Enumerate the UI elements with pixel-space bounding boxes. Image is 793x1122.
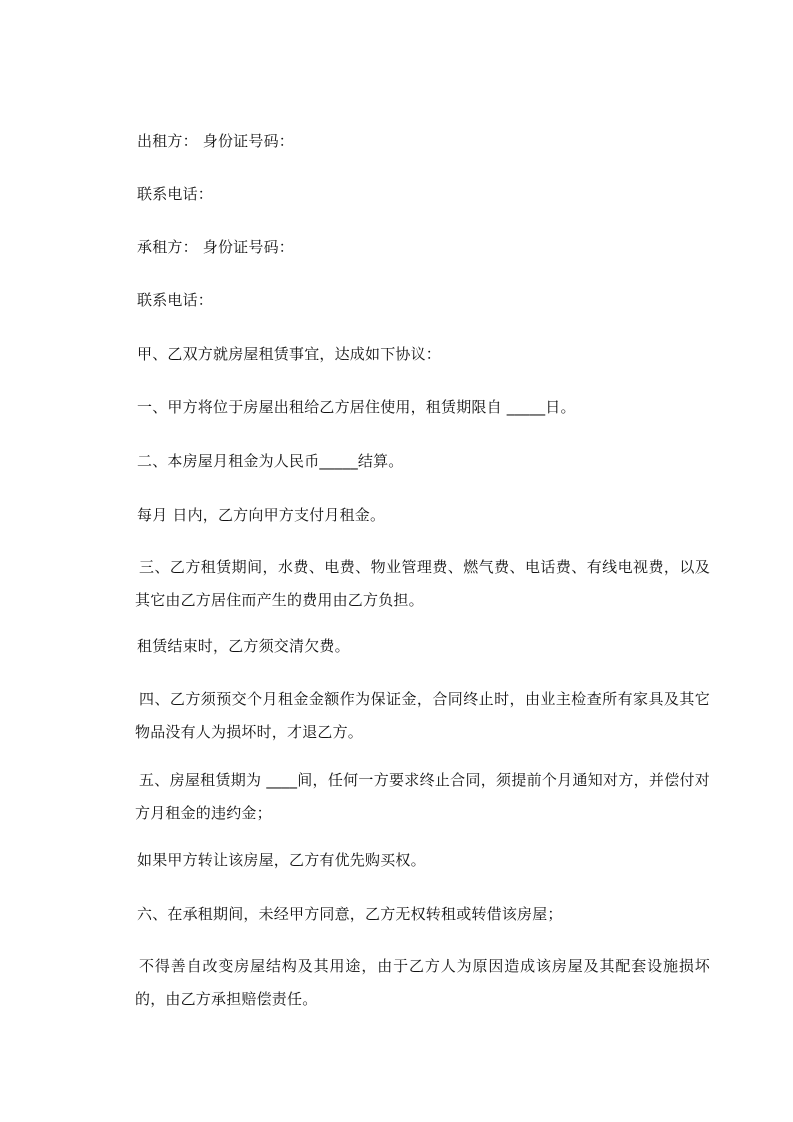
clause-5: 五、房屋租赁期为 ____间，任何一方要求终止合同，须提前个月通知对方，并偿付对方月租金的违约金；	[135, 771, 710, 822]
clause-3-note: 租赁结束时，乙方须交清欠费。	[137, 637, 350, 655]
clause-2: 二、本房屋月租金为人民币_____结算。	[137, 452, 404, 470]
clause-1: 一、甲方将位于房屋出租给乙方居住使用，租赁期限自 _____日。	[137, 398, 576, 416]
lessor-line: 出租方： 身份证号码：	[137, 132, 294, 150]
lessee-phone-line: 联系电话：	[137, 291, 214, 309]
lessee-line: 承租方： 身份证号码：	[137, 238, 294, 256]
clause-6: 六、在承租期间，未经甲方同意，乙方无权转租或转借该房屋；	[137, 905, 563, 923]
clause-6-note: 不得善自改变房屋结构及其用途，由于乙方人为原因造成该房屋及其配套设施损坏的，由乙方承担赔偿责任。	[135, 957, 710, 1008]
clause-2-note: 每月 日内，乙方向甲方支付月租金。	[137, 506, 386, 524]
intro-paragraph: 甲、乙双方就房屋租赁事宜，达成如下协议：	[137, 345, 442, 363]
clause-3: 三、乙方租赁期间，水费、电费、物业管理费、燃气费、电话费、有线电视费，以及其它由乙方居住而产生的费用由乙方负担。	[135, 558, 710, 609]
clause-4: 四、乙方须预交个月租金金额作为保证金，合同终止时，由业主检查所有家具及其它物品没有人为损坏时，才退乙方。	[135, 690, 710, 741]
clause-5-note: 如果甲方转让该房屋，乙方有优先购买权。	[137, 851, 426, 869]
lessor-phone-line: 联系电话：	[137, 185, 214, 203]
